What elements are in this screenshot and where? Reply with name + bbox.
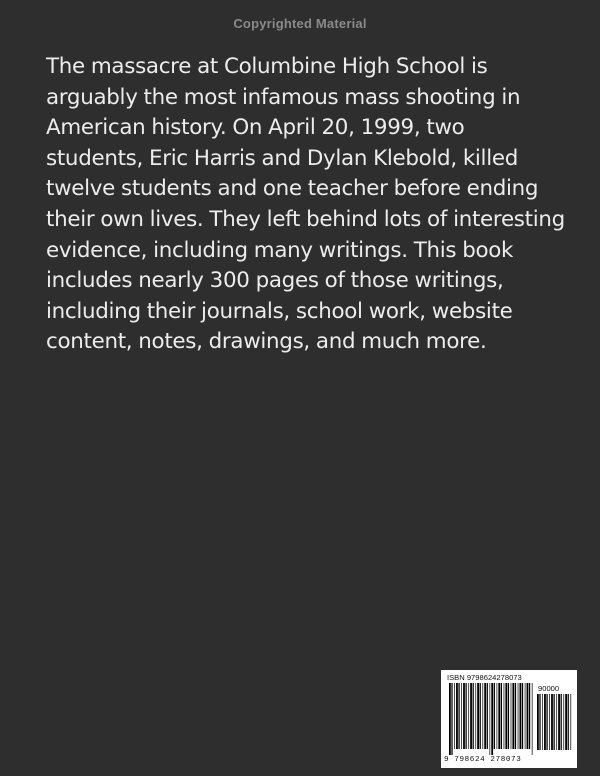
barcode-bar	[501, 683, 502, 749]
barcode-bar	[518, 683, 519, 749]
barcode-bar	[494, 683, 495, 749]
barcode-bar	[477, 683, 479, 749]
barcode-bar	[554, 694, 555, 750]
barcode-bar	[527, 683, 529, 749]
barcode-bar	[525, 683, 526, 749]
barcode-bar	[520, 683, 522, 749]
barcode-bar	[522, 683, 523, 749]
barcode-bar	[508, 683, 509, 749]
barcode-bar	[451, 683, 452, 755]
barcode-bar	[504, 683, 505, 749]
barcode-bar	[561, 694, 562, 750]
barcode-bar	[487, 683, 488, 749]
barcode-bar	[570, 694, 571, 750]
barcode-bar	[544, 694, 546, 750]
barcode-bar	[484, 683, 486, 749]
barcode-bar	[463, 683, 465, 749]
barcode-bar	[461, 683, 462, 749]
barcode-bar	[529, 683, 530, 749]
barcode-bar	[542, 694, 543, 750]
barcode-bar	[458, 683, 459, 749]
price-code: 90000	[538, 684, 560, 693]
barcode-bar	[558, 694, 560, 750]
barcode-bar	[539, 694, 540, 750]
barcode-bar	[511, 683, 512, 749]
price-barcode-bars	[537, 694, 573, 756]
barcode-bar	[549, 694, 550, 750]
barcode-bar	[556, 694, 557, 750]
ean13-barcode-bars	[449, 683, 535, 755]
barcode-bar	[551, 694, 553, 750]
barcode-bar	[491, 683, 493, 755]
barcode-bar	[482, 683, 483, 749]
book-description: The massacre at Columbine High School is arguably the most infamous mass shooting in American history. On April 20, 1999, two students, Eric Harris and Dylan Klebold, killed twelve students and one teacher before ending their own lives. They left behind lots of interesting evidence, including many writings. This book includes nearly 300 pages of those writings, including their journals, school work, website content, notes, drawings, and much more.	[46, 54, 565, 355]
barcode-digits: 9 798624 278073	[444, 756, 522, 764]
barcode-bar	[456, 683, 458, 749]
barcode-bar	[546, 694, 547, 750]
barcode-bar	[475, 683, 476, 749]
barcode-bar	[505, 683, 507, 749]
barcode-bar	[470, 683, 472, 749]
barcode-bar	[568, 694, 569, 750]
barcode-bar	[565, 694, 567, 750]
isbn-barcode	[441, 670, 577, 768]
barcode-bar	[512, 683, 514, 749]
barcode-bar	[449, 683, 451, 755]
isbn-label: ISBN 9798624278073	[447, 673, 522, 682]
barcode-bar	[532, 683, 533, 755]
barcode-bar	[468, 683, 469, 749]
barcode-bar	[563, 694, 564, 750]
barcode-bar	[497, 683, 498, 749]
barcode-bar	[537, 694, 539, 750]
barcode-bar	[466, 683, 467, 749]
barcode-bar	[498, 683, 500, 749]
barcode-bar	[454, 683, 455, 749]
barcode-bar	[515, 683, 516, 749]
copyright-watermark-top: Copyrighted Material	[233, 16, 367, 31]
barcode-bar	[490, 683, 491, 755]
barcode-bar	[473, 683, 474, 749]
barcode-bar	[480, 683, 481, 749]
